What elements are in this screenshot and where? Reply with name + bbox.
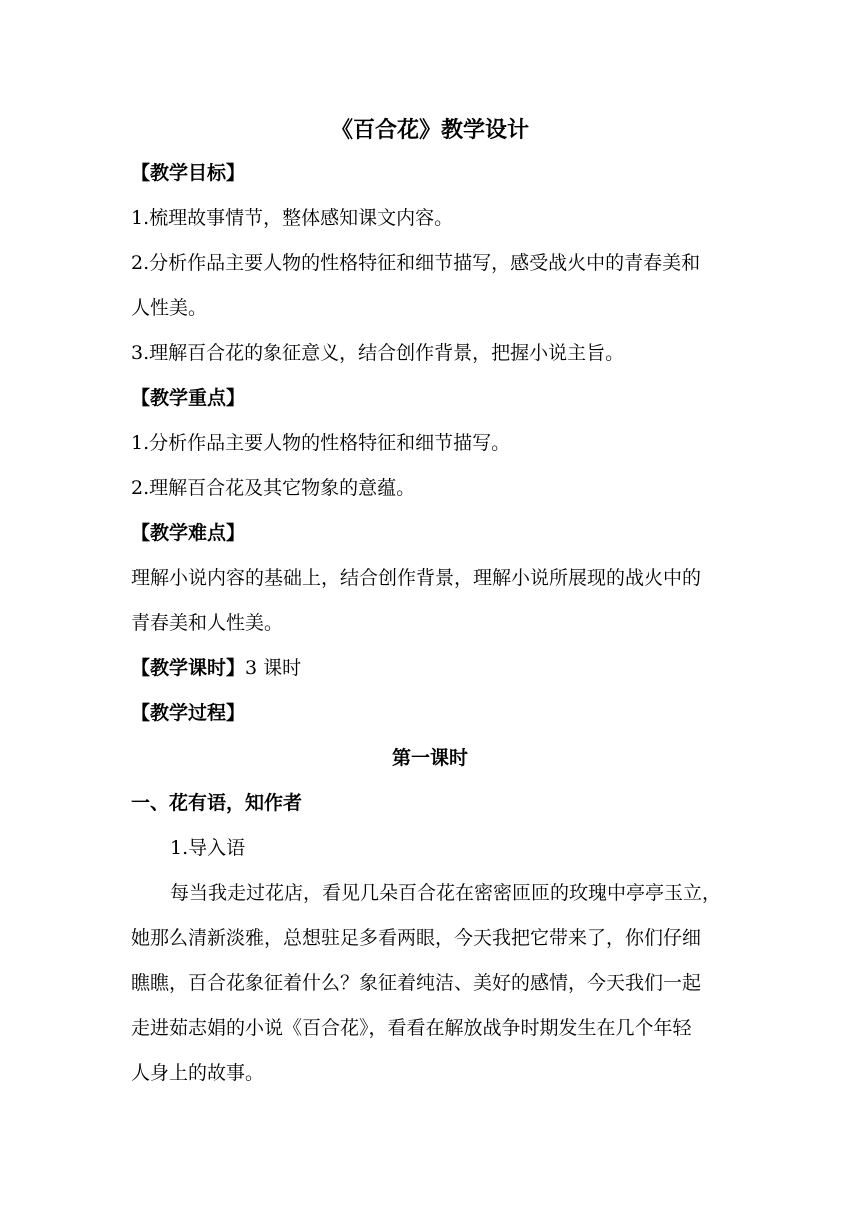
document-title: 《百合花》教学设计 <box>330 117 529 143</box>
difficulty-text-continuation: 青春美和人性美。 <box>131 612 284 634</box>
part-one-heading: 一、花有语，知作者 <box>131 792 303 814</box>
objective-item: 1.梳理故事情节，整体感知课文内容。 <box>131 207 454 229</box>
process-heading: 【教学过程】 <box>131 702 246 724</box>
intro-paragraph-line: 瞧瞧，百合花象征着什么？象征着纯洁、美好的感情，今天我们一起 <box>131 972 702 994</box>
intro-paragraph-line: 人身上的故事。 <box>131 1062 265 1084</box>
difficulties-heading: 【教学难点】 <box>131 522 246 544</box>
lesson-title: 第一课时 <box>391 747 468 769</box>
hours-line <box>131 656 301 680</box>
key-points-heading: 【教学重点】 <box>131 387 246 409</box>
key-point-item: 1.分析作品主要人物的性格特征和细节描写。 <box>131 432 511 454</box>
objective-item: 3.理解百合花的象征意义，结合创作背景，把握小说主旨。 <box>131 342 625 364</box>
intro-paragraph-line: 走进茹志娟的小说《百合花》，看看在解放战争时期发生在几个年轻 <box>131 1017 692 1039</box>
hours-heading: 【教学课时】 <box>131 657 246 679</box>
objective-item: 2.分析作品主要人物的性格特征和细节描写，感受战火中的青春美和 <box>131 252 701 274</box>
objectives-heading: 【教学目标】 <box>131 162 246 184</box>
key-point-item: 2.理解百合花及其它物象的意蕴。 <box>131 477 416 499</box>
intro-paragraph-line: 她那么清新淡雅，总想驻足多看两眼，今天我把它带来了，你们仔细 <box>131 927 702 949</box>
difficulty-text: 理解小说内容的基础上，结合创作背景，理解小说所展现的战火中的 <box>131 567 702 589</box>
objective-item-continuation: 人性美。 <box>131 297 208 319</box>
hours-value: 3 课时 <box>245 657 302 679</box>
intro-label: 1.导入语 <box>170 837 246 859</box>
intro-paragraph-line: 每当我走过花店，看见几朵百合花在密密匝匝的玫瑰中亭亭玉立， <box>170 882 722 904</box>
